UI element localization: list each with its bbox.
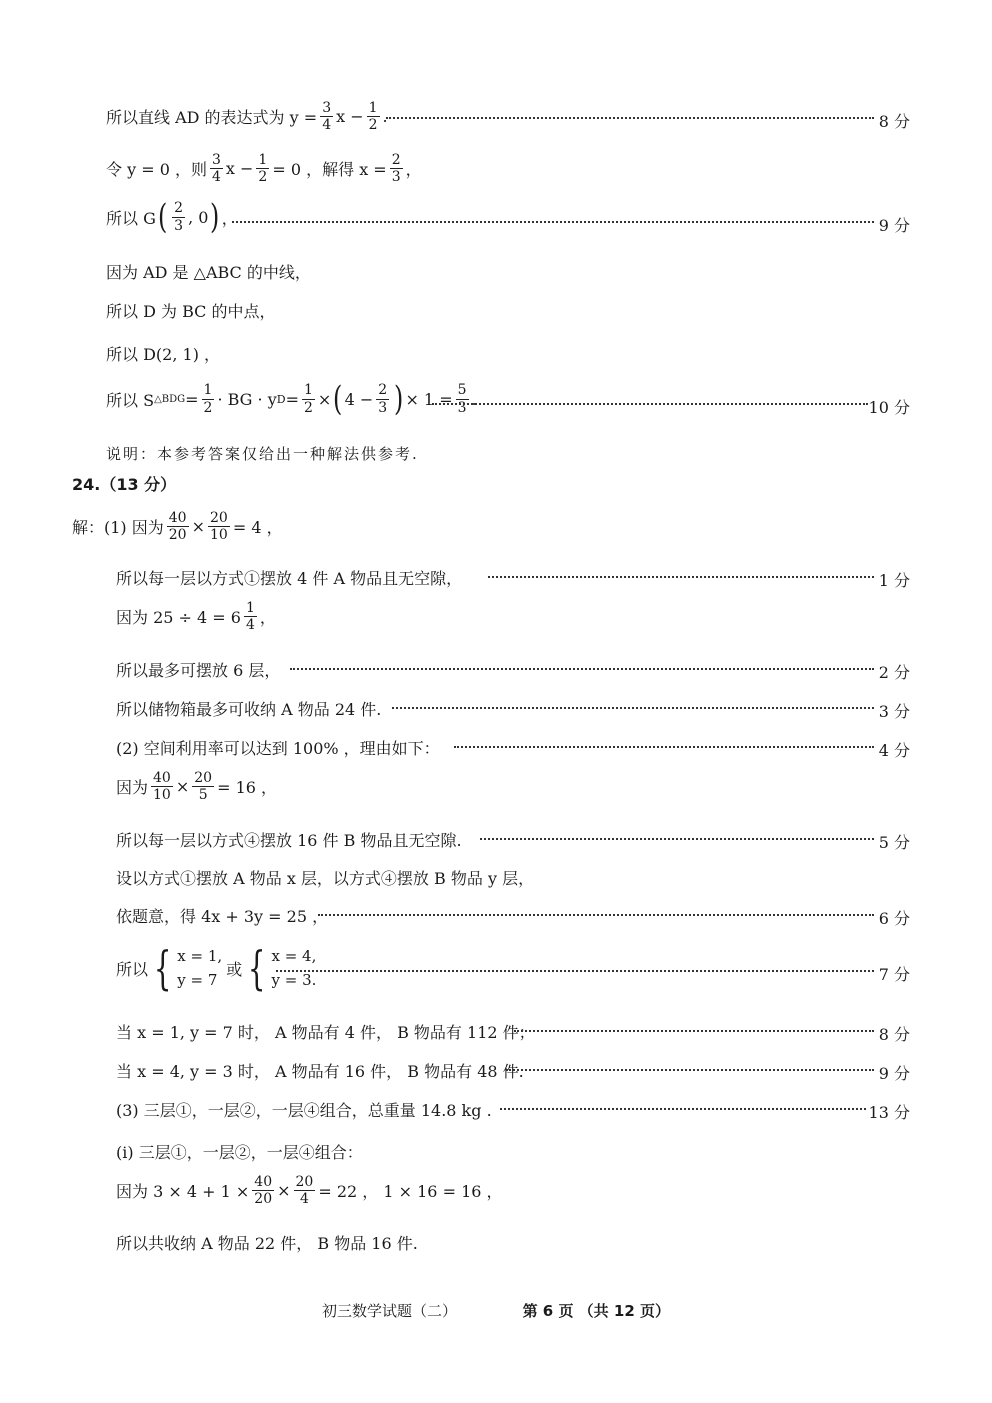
footer-title: 初三数学试题（二） <box>321 1302 457 1320</box>
line-s1 <box>72 510 283 543</box>
line-s6 <box>116 736 440 759</box>
line-s8 <box>116 828 462 851</box>
text: ， <box>405 160 422 180</box>
fraction: $\frac{20}{5}$ <box>194 770 213 804</box>
text: x − <box>225 159 254 179</box>
leader-dots <box>500 1108 866 1110</box>
fraction: $\frac{1}{2}$ <box>258 152 268 186</box>
subscript: D <box>276 392 286 406</box>
score-label: 2 分 <box>878 663 910 682</box>
fraction: $\frac{2}{3}$ <box>174 200 184 234</box>
leader-dots <box>318 914 874 916</box>
text: 依题意，得 4x + 3y = 25 ， <box>116 907 329 926</box>
score-label: 1 分 <box>878 571 910 590</box>
line-point-d <box>106 342 220 365</box>
text: 因为 25 ÷ 4 = 6 <box>116 608 241 628</box>
score-label: 10 分 <box>868 398 910 417</box>
text: 所以共收纳 A 物品 22 件， B 物品 16 件. <box>116 1234 418 1253</box>
fraction: $\frac{5}{3}$ <box>457 382 467 416</box>
text: 所以 D 为 BC 的中点， <box>106 302 276 321</box>
score-label: 5 分 <box>878 833 910 852</box>
text: = 0 ，解得 x = <box>272 160 387 180</box>
leader-dots <box>480 838 874 840</box>
line-s9 <box>116 866 534 889</box>
text: x − <box>336 107 364 127</box>
text: 因为 AD 是 △ABC 的中线， <box>106 263 311 282</box>
fraction: $\frac{20}{4}$ <box>295 1174 314 1208</box>
text: = 4 ， <box>232 518 283 538</box>
fraction: $\frac{40}{10}$ <box>153 770 171 804</box>
text: ， <box>259 608 276 628</box>
leader-dots <box>432 403 868 405</box>
line-s10 <box>116 904 328 927</box>
line-s16 <box>116 1174 503 1207</box>
text: × <box>317 389 332 409</box>
text: 所以储物箱最多可收纳 A 物品 24 件. <box>116 700 382 719</box>
score-label: 9 分 <box>878 216 910 235</box>
text: 24.（13 分） <box>72 475 177 494</box>
text: . <box>382 107 388 127</box>
text: (i) 三层①，一层②，一层④组合： <box>116 1143 363 1162</box>
text: 所以 <box>116 959 149 979</box>
fraction: $\frac{1}{2}$ <box>203 382 213 416</box>
fraction: $\frac{2}{3}$ <box>391 152 401 186</box>
leader-dots <box>506 1069 874 1071</box>
text: 所以 D(2, 1) ， <box>106 345 221 364</box>
left-brace: { <box>153 941 172 995</box>
line-s5 <box>116 697 381 720</box>
right-paren: ) <box>394 379 404 419</box>
leader-dots <box>276 970 874 972</box>
text: × <box>175 777 190 797</box>
text: 所以 G <box>106 208 156 228</box>
leader-dots <box>290 668 874 670</box>
text: 令 y = 0 ，则 <box>106 160 207 180</box>
text: 所以最多可摆放 6 层， <box>116 661 281 680</box>
text: × <box>277 1181 291 1201</box>
line-s15 <box>116 1140 363 1163</box>
score-label: 6 分 <box>878 909 910 928</box>
left-brace: { <box>248 941 266 995</box>
line-s12 <box>116 1020 535 1043</box>
text: 所以每一层以方式④摆放 16 件 B 物品且无空隙. <box>116 831 462 850</box>
line-area <box>106 379 477 419</box>
line-median <box>106 260 311 283</box>
fraction: $\frac{20}{10}$ <box>210 510 228 544</box>
score-label: 13 分 <box>868 1103 910 1122</box>
line-ad-expression <box>106 100 388 133</box>
text: × <box>191 517 205 537</box>
fraction: $\frac{3}{4}$ <box>211 152 221 186</box>
text: . <box>471 389 477 409</box>
page-number: 第 6 页 （共 12 页） <box>522 1302 670 1320</box>
text: 解：(1) 因为 <box>72 518 164 538</box>
leader-dots <box>488 576 874 578</box>
line-solve-y0 <box>106 152 422 185</box>
score-label: 8 分 <box>878 112 910 131</box>
line-s7 <box>116 770 277 803</box>
text: · BG · y <box>217 389 277 409</box>
text: = 16 ， <box>217 778 278 798</box>
text: 所以 S <box>106 390 155 410</box>
line-midpoint <box>106 299 275 322</box>
leader-dots <box>454 746 874 748</box>
left-paren: ( <box>157 197 168 237</box>
score-label: 3 分 <box>878 702 910 721</box>
fraction: $\frac{40}{20}$ <box>168 510 187 544</box>
text: (3) 三层①，一层②，一层④组合，总重量 14.8 kg . <box>116 1101 492 1120</box>
line-s2 <box>116 566 462 589</box>
text: 4 − <box>344 389 374 409</box>
fraction: $\frac{1}{2}$ <box>303 382 313 416</box>
line-s14 <box>116 1098 492 1121</box>
text: 或 <box>226 959 243 979</box>
text: = <box>285 389 299 409</box>
leader-dots <box>386 117 874 119</box>
score-label: 8 分 <box>878 1025 910 1044</box>
line-s17 <box>116 1231 418 1254</box>
fraction: $\frac{3}{4}$ <box>322 100 332 134</box>
text: × 1 = <box>405 389 453 409</box>
line-s11 <box>116 941 320 995</box>
leader-dots <box>232 221 874 223</box>
text: 所以每一层以方式①摆放 4 件 A 物品且无空隙， <box>116 569 463 588</box>
fraction: $\frac{40}{20}$ <box>254 1174 273 1208</box>
score-label: 4 分 <box>878 741 910 760</box>
score-label: 7 分 <box>878 965 910 984</box>
fraction: $\frac{1}{2}$ <box>368 100 378 134</box>
text: 设以方式①摆放 A 物品 x 层，以方式④摆放 B 物品 y 层， <box>116 869 535 888</box>
text: = <box>185 389 199 409</box>
subscript: △BDG <box>154 393 186 405</box>
line-s4 <box>116 658 280 681</box>
text: , 0 <box>188 207 209 227</box>
text: 因为 <box>116 778 149 798</box>
right-paren: ) <box>210 197 220 237</box>
text: ， <box>221 208 238 228</box>
equation-system: x = 4, y = 3. <box>271 947 317 989</box>
leader-dots <box>514 1030 874 1032</box>
fraction: $\frac{2}{3}$ <box>378 382 388 416</box>
equation-system: x = 1, y = 7 <box>177 947 223 989</box>
leader-dots <box>392 707 874 709</box>
score-label: 9 分 <box>878 1064 910 1083</box>
text: (2) 空间利用率可以达到 100% ，理由如下： <box>116 739 440 758</box>
text: 所以直线 AD 的表达式为 y = <box>106 108 318 128</box>
page-footer <box>0 1300 992 1321</box>
text: 当 x = 1, y = 7 时， A 物品有 4 件， B 物品有 112 件； <box>116 1023 535 1042</box>
left-paren: ( <box>333 379 343 419</box>
text: 当 x = 4, y = 3 时， A 物品有 16 件， B 物品有 48 件. <box>116 1062 524 1081</box>
text: 说明：本参考答案仅给出一种解法供参考. <box>106 445 419 463</box>
question-heading <box>72 472 176 495</box>
line-s13 <box>116 1059 524 1082</box>
line-point-g <box>106 197 238 237</box>
text: = 22 ， 1 × 16 = 16 ， <box>318 1182 503 1202</box>
text: 因为 3 × 4 + 1 × <box>116 1182 250 1202</box>
note <box>106 443 419 464</box>
line-s3 <box>116 600 276 633</box>
fraction: $\frac{1}{4}$ <box>245 600 255 634</box>
